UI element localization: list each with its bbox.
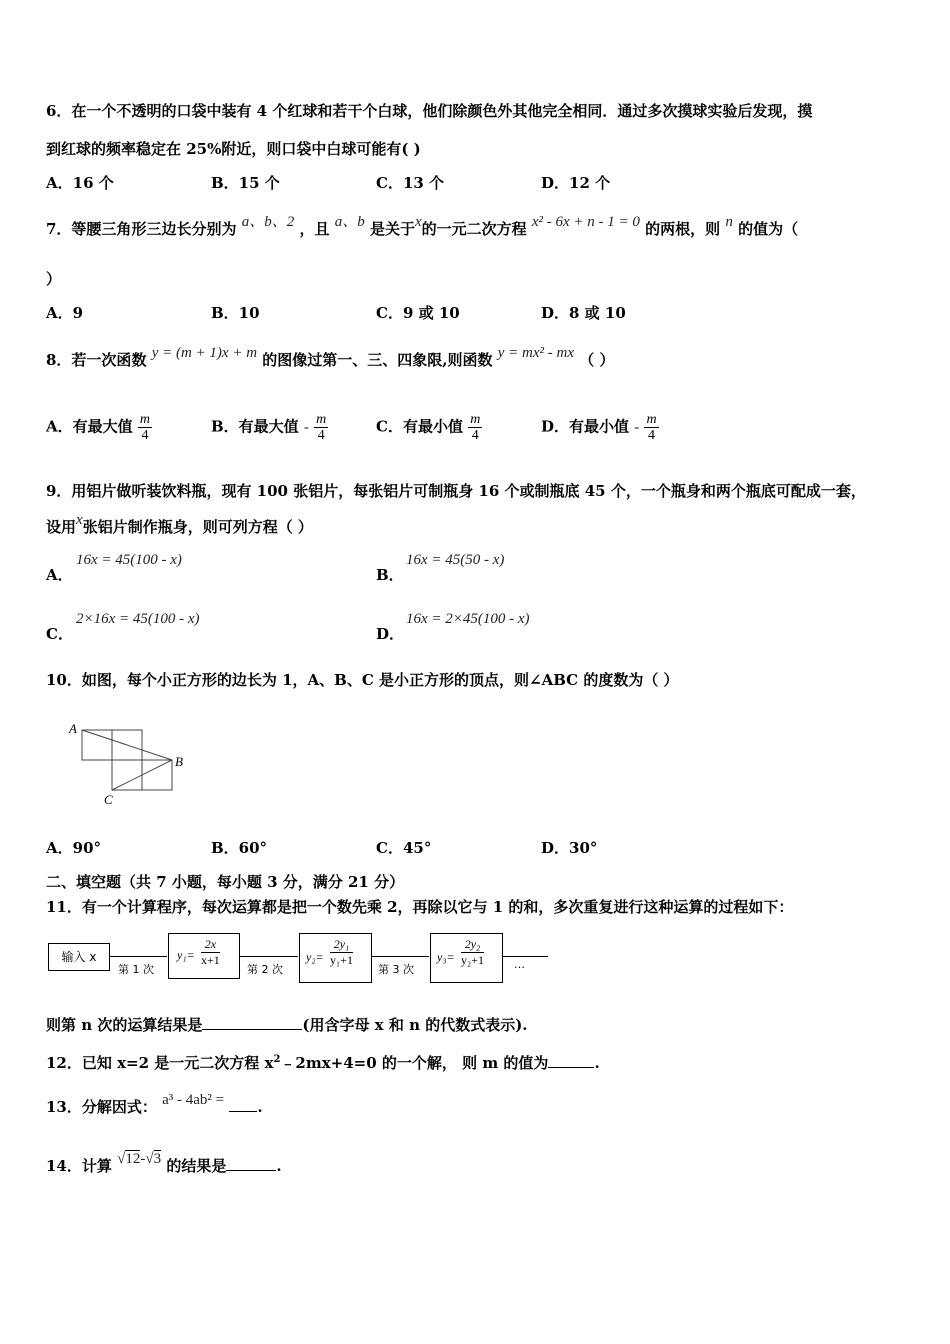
- q8-option-d: [541, 412, 659, 443]
- q8-func2: y = mx² - mx: [497, 345, 574, 361]
- q11-arrow-4: [502, 956, 548, 957]
- frac-num: 2y₁: [330, 937, 353, 953]
- q9-line2b: 张铝片制作瓶身，则可列方程（ ）: [82, 518, 313, 536]
- q7-mid1: ，且: [299, 220, 330, 238]
- frac-den: 4: [141, 428, 149, 443]
- q11-arrow-2: [239, 956, 298, 957]
- q11-box-2-lhs: y₂=: [306, 950, 324, 964]
- q11-box-1-lhs: y₁=: [177, 948, 195, 962]
- q7-mid2: 是关于: [369, 220, 415, 238]
- q8-suffix: （ ）: [579, 351, 615, 369]
- q8-option-d-sign: -: [634, 419, 640, 436]
- frac-den: y₂+1: [461, 953, 484, 967]
- q12-answer-blank[interactable]: [548, 1067, 594, 1068]
- frac-num: m: [470, 412, 481, 427]
- q14-prefix: 14．计算: [46, 1157, 112, 1175]
- q13-answer-blank[interactable]: [229, 1111, 257, 1112]
- q6-option-a: A．16 个: [46, 174, 114, 192]
- q8-option-b: [211, 412, 328, 443]
- frac-den: 4: [648, 428, 656, 443]
- q9-option-b-label: B．: [376, 566, 404, 584]
- q11-box-3-lhs: y₃=: [437, 950, 455, 964]
- q12-text-a: 12．已知 x=2 是一元二次方程 x: [46, 1054, 274, 1072]
- q7-stem: [46, 214, 799, 240]
- q8-prefix: 8．若一次函数: [46, 351, 147, 369]
- q6-option-d: D．12 个: [541, 174, 611, 192]
- q8-option-b-label: B．有最大值: [211, 417, 299, 436]
- frac-den: x+1: [201, 953, 220, 967]
- frac-num: m: [316, 412, 327, 427]
- q11-answer-a: 则第 n 次的运算结果是: [46, 1016, 203, 1034]
- q11-arrow-3: [371, 956, 429, 957]
- frac-num: m: [646, 412, 657, 427]
- q8-option-a: [46, 412, 152, 443]
- q7-option-d: D．8 或 10: [541, 304, 626, 322]
- q8-option-d-fraction: [644, 412, 658, 443]
- q11-box-3-frac: [461, 937, 484, 968]
- q9-option-d-label: D．: [376, 625, 405, 643]
- q14-radicand-b: 3: [153, 1151, 162, 1167]
- q12-text: [46, 1050, 600, 1073]
- q12-end: .: [594, 1054, 600, 1072]
- q9-option-b-eq: 16x = 45(50 - x): [406, 552, 505, 568]
- q14-answer-blank[interactable]: [226, 1170, 276, 1171]
- q9-line1: 9．用铝片做听装饮料瓶，现有 100 张铝片，每张铝片可制瓶身 16 个或制瓶底 45 个，一个瓶身和两个瓶底可配成一套，: [46, 482, 866, 500]
- q11-box-2-frac: [330, 937, 353, 968]
- q9-option-d-eq: 16x = 2×45(100 - x): [406, 611, 530, 627]
- q8-option-b-sign: -: [303, 419, 309, 436]
- q7-option-c: C．9 或 10: [376, 304, 460, 322]
- frac-den: 4: [317, 428, 325, 443]
- q13-end: .: [257, 1098, 263, 1116]
- q8-func1: y = (m + 1)x + m: [151, 345, 258, 361]
- q14-expression: √12-√3: [117, 1151, 162, 1167]
- q11-step-2: 第 2 次: [247, 963, 283, 976]
- q8-option-a-fraction: [138, 412, 152, 443]
- frac-num: m: [139, 412, 150, 427]
- q7-mid3: 的一元二次方程: [421, 220, 527, 238]
- q8-option-c-label: C．有最小值: [376, 417, 463, 436]
- q12-sup: 2: [273, 1054, 281, 1065]
- q8-option-b-fraction: [314, 412, 328, 443]
- q8-stem: [46, 345, 615, 371]
- frac-num: 2x: [201, 937, 220, 953]
- q11-box-1: [168, 933, 240, 979]
- q7-option-a: A．9: [46, 304, 84, 322]
- q9-option-a-label: A．: [46, 566, 73, 584]
- q10-option-a: A．90°: [46, 839, 102, 857]
- q10-option-d: D．30°: [541, 839, 598, 857]
- q11-box-3: [430, 933, 503, 983]
- q6-option-b: B．15 个: [211, 174, 280, 192]
- frac-num: 2y₂: [461, 937, 484, 953]
- q8-mid: 的图像过第一、三、四象限,则函数: [262, 351, 493, 369]
- frac-den: 4: [471, 428, 479, 443]
- q8-option-d-label: D．有最小值: [541, 417, 630, 436]
- q13-text: [46, 1092, 263, 1118]
- q11-answer-blank[interactable]: [202, 1029, 302, 1030]
- q9-option-c-eq: 2×16x = 45(100 - x): [76, 611, 200, 627]
- q8-option-c-fraction: [468, 412, 482, 443]
- q9-option-a-eq: 16x = 45(100 - x): [76, 552, 182, 568]
- q11-box-1-frac: [201, 937, 220, 968]
- q7-prefix: 7．等腰三角形三边长分别为: [46, 220, 237, 238]
- q11-answer-b: (用含字母 x 和 n 的代数式表示).: [302, 1016, 528, 1034]
- q14-minus: -: [140, 1151, 146, 1167]
- q10-label-b: B: [175, 754, 183, 769]
- section2-heading: 二、填空题（共 7 小题，每小题 3 分，满分 21 分）: [46, 873, 405, 891]
- q6-line2: 到红球的频率稳定在 25%附近，则口袋中白球可能有( ): [46, 140, 421, 158]
- q11-input-box: 输入 x: [48, 943, 110, 971]
- q7-n: n: [725, 214, 733, 230]
- q7-close: ）: [46, 270, 62, 288]
- q11-answer-line: [46, 1015, 528, 1035]
- q11-arrow-1: [109, 956, 167, 957]
- q10-option-c: C．45°: [376, 839, 432, 857]
- q7-mid4: 的两根，则: [645, 220, 721, 238]
- frac-den: y₁+1: [330, 953, 353, 967]
- q7-sides: a、b、2: [241, 214, 295, 230]
- q6-option-c: C．13 个: [376, 174, 445, 192]
- q10-grid-figure: [66, 718, 196, 810]
- q11-box-2: [299, 933, 372, 983]
- q13-expr: a³ - 4ab² =: [162, 1092, 225, 1108]
- q11-text: 11．有一个计算程序，每次运算都是把一个数先乘 2，再除以它与 1 的和，多次重复进行这种运算的过程如下：: [46, 898, 794, 916]
- q9-line2: [46, 512, 313, 538]
- q7-option-b: B．10: [211, 304, 260, 322]
- q7-equation: x² - 6x + n - 1 = 0: [531, 214, 640, 230]
- q8-option-a-label: A．有最大值: [46, 417, 133, 436]
- q14-radicand-a: 12: [125, 1151, 141, 1167]
- q14-text: [46, 1151, 282, 1177]
- q7-suffix: 的值为（: [738, 220, 799, 238]
- q14-suffix: 的结果是: [166, 1157, 227, 1175]
- q9-option-c-label: C．: [46, 625, 73, 643]
- q9-var: x: [76, 512, 83, 528]
- q14-end: .: [276, 1157, 282, 1175]
- q12-text-b: ﹣2mx+4=0 的一个解， 则 m 的值为: [280, 1054, 549, 1072]
- q10-text: 10．如图，每个小正方形的边长为 1，A、B、C 是小正方形的顶点，则∠ABC 的度数为（ ）: [46, 671, 679, 689]
- q10-label-a: A: [69, 721, 77, 736]
- q9-line2a: 设用: [46, 518, 77, 536]
- q11-step-1: 第 1 次: [118, 963, 154, 976]
- q6-line1: 6．在一个不透明的口袋中装有 4 个红球和若干个白球，他们除颜色外其他完全相同．通过多次摸球实验后发现，摸: [46, 102, 813, 120]
- q11-step-3: 第 3 次: [378, 963, 414, 976]
- q10-label-c: C: [104, 792, 113, 807]
- q7-roots: a、b: [334, 214, 365, 230]
- q7-var: x: [414, 214, 422, 230]
- q13-prefix: 13．分解因式：: [46, 1098, 157, 1116]
- q11-ellipsis: …: [514, 958, 525, 971]
- q10-option-b: B．60°: [211, 839, 268, 857]
- q8-option-c: [376, 412, 482, 443]
